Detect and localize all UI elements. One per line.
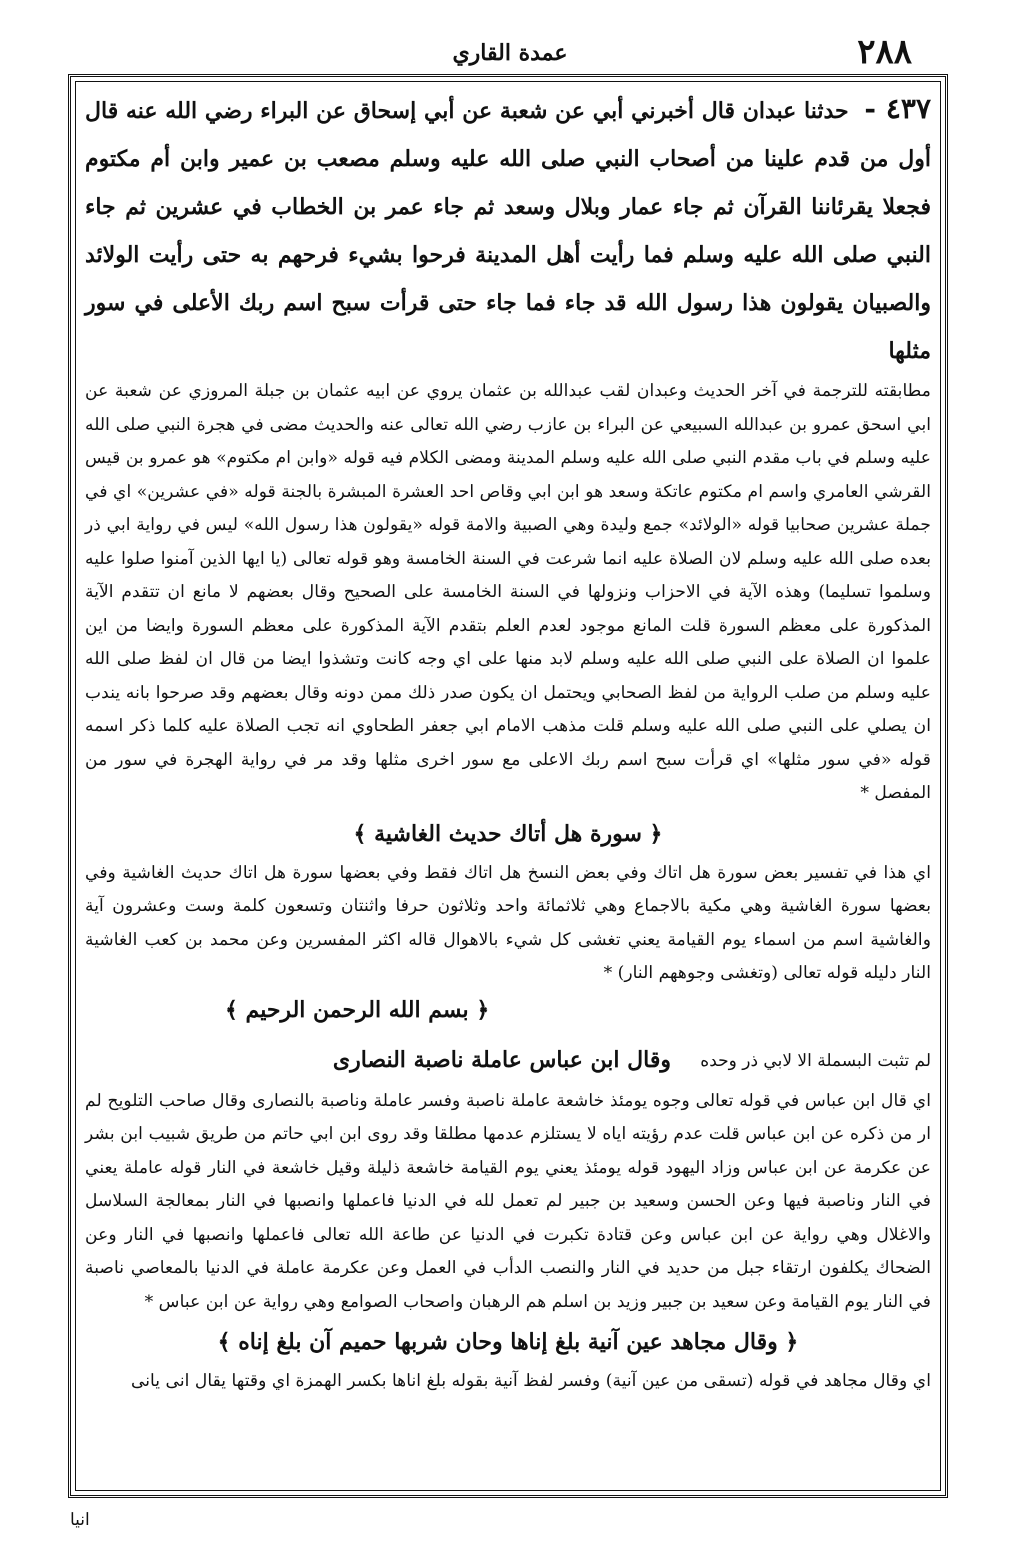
commentary-paragraph: اي وقال مجاهد في قوله (تسقى من عين آنية) وفسر لفظ آنية بقوله بلغ اناها بكسر الهمزة اي وقتها يقال انى يانى [130,1371,931,1391]
commentary-paragraph: اي قال ابن عباس في قوله تعالى وجوه يومئذ خاشعة عاملة ناصبة وفسر عاملة وناصبة بالنصارى وقال صاحب التلويح لم ار من ذكره عن ابن عباس قلت عدم رؤيته اياه لا يستلزم عدمها مطلقا وقد روى ابن ابي حاتم من طريق شبيب ابن بشر عن عكرمة عن ابن عباس وزاد اليهود قوله يومئذ يعني يوم القيامة خاشعة ذليلة وقيل خاشعة في النار قوله عاملة يعني في النار وناصبة فيها وعن الحسن وسعيد بن جبير لم تعمل لله في الدنيا فاعملها وانصبها في النار بمعالجة السلاسل والاغلال وهي رواية عن ابن عباس وعن قتادة تكبرت في الدنيا عن طاعة الله تعالى فاعملها وانصبها في النار وعن الضحاك يكلفون ارتقاء جبل من حديد في النار والنصب الدأب في العمل وعن عكرمة عاملة في الدنيا بالمعاصي ناصبة في النار يوم القيامة وعن سعيد بن جبير وزيد بن اسلم هم الرهبان واصحاب الصوامع وهي رواية عن ابن عباس * [85,1090,931,1312]
commentary-paragraph: مطابقته للترجمة في آخر الحديث وعبدان لقب عبدالله بن عثمان يروي عن ابيه عثمان بن جبلة المروزي عن شعبة عن ابي اسحق عمرو بن عبدالله السبيعي عن البراء بن عازب رضي الله تعالى عنه والحديث مضى في هجرة النبي صلى الله عليه وسلم في باب مقدم النبي صلى الله عليه وسلم المدينة ومضى الكلام فيه قوله «وابن ام مكتوم» هو عمرو بن قيس القرشي العامري واسم ام مكتوم عاتكة وسعد هو ابن ابي وقاص احد العشرة المبشرة بالجنة قوله «في عشرين» اي في جملة عشرين صحابيا قوله «الولائد» جمع وليدة وهي الصبية والامة قوله «يقولون هذا رسول الله» ليس في رواية ابي ذر بعده صلى الله عليه وسلم لان الصلاة عليه انما شرعت في السنة الخامسة وهو قوله تعالى (يا ايها الذين آمنوا صلوا عليه وسلموا تسليما) وهذه الآية في الاحزاب ونزولها في السنة الخامسة على الصحيح وقال بعضهم لا مانع ان تتقدم الآية المذكورة على معظم السورة قلت المانع موجود لعدم العلم بتقدم الآية المذكورة على معظم السورة وايضا من اين علموا ان الصلاة على النبي صلى الله عليه وسلم لابد منها على اي وجه كانت وتشذوا ايضا من قال ان لفظ صلى الله عليه وسلم من صلب الرواية من لفظ الصحابي ويحتمل ان يكون صدر ذلك ممن دونه وقال بعضهم وقد صرحوا بانه يندب ان يصلي على النبي صلى الله عليه وسلم قلت مذهب الامام ابي جعفر الطحاوي انه تجب الصلاة عليه كلما ذكر اسمه قوله «في سور مثلها» اي قرأت سبح اسم ربك الاعلى مع سور اخرى مثلها وقد مر في رواية الهجرة في سور من المفصل * [85,381,932,803]
page-content [85,85,931,1399]
ibn-abbas-quote: وقال ابن عباس عاملة ناصبة النصارى [332,1046,671,1073]
hadith-text [85,85,931,375]
quote-row [85,1041,931,1085]
mujahid-quote: ﴿ وقال مجاهد عين آنية بلغ إناها وحان شربها حميم آن بلغ إناه ﴾ [217,1329,799,1355]
catchword: انيا [70,1510,90,1530]
hadith-body: حدثنا عبدان قال أخبرني أبي عن شعبة عن أبي إسحاق عن البراء رضي الله عنه قال أول من قدم علينا من أصحاب النبي صلى الله عليه وسلم مصعب بن عمير وابن أم مكتوم فجعلا يقرئاننا القرآن ثم جاء عمار وبلال وسعد ثم جاء عمر بن الخطاب في عشرين ثم جاء النبي صلى الله عليه وسلم فما رأيت أهل المدينة فرحوا بشيء فرحهم به حتى رأيت الولائد والصبيان يقولون هذا رسول الله قد جاء فما جاء حتى قرأت سبح اسم ربك الأعلى في سور مثلها [85,98,931,364]
text-frame [68,74,948,1498]
running-title: عمدة القاري [452,40,568,66]
basmala-note: لم تثبت البسملة الا لابي ذر وحده [700,1050,931,1071]
page-header [70,30,950,80]
page-number: ٢٨٨ [857,32,912,72]
hadith-number: ٤٣٧ - [864,92,931,125]
basmala-row [85,991,931,1041]
basmala: ﴿ بسم الله الرحمن الرحيم ﴾ [225,996,490,1023]
surah-heading: ﴿ سورة هل أتاك حديث الغاشية ﴾ [353,820,663,847]
commentary-paragraph: اي هذا في تفسير بعض سورة هل اتاك وفي بعض النسخ هل اتاك فقط وفي بعضها سورة هل اتاك حديث الغاشية وفي بعضها سورة الغاشية وهي مكية بالاجماع وهي ثلاثمائة واحد وثلاثون حرفا واثنتان وتسعون كلمة وست وعشرون آية والغاشية اسم من اسماء يوم القيامة يعني تغشى كل شيء بالاهوال قاله اكثر المفسرين وعن محمد بن كعب الغاشية النار دليله قوله تعالى (وتغشى وجوههم النار) * [85,862,931,983]
